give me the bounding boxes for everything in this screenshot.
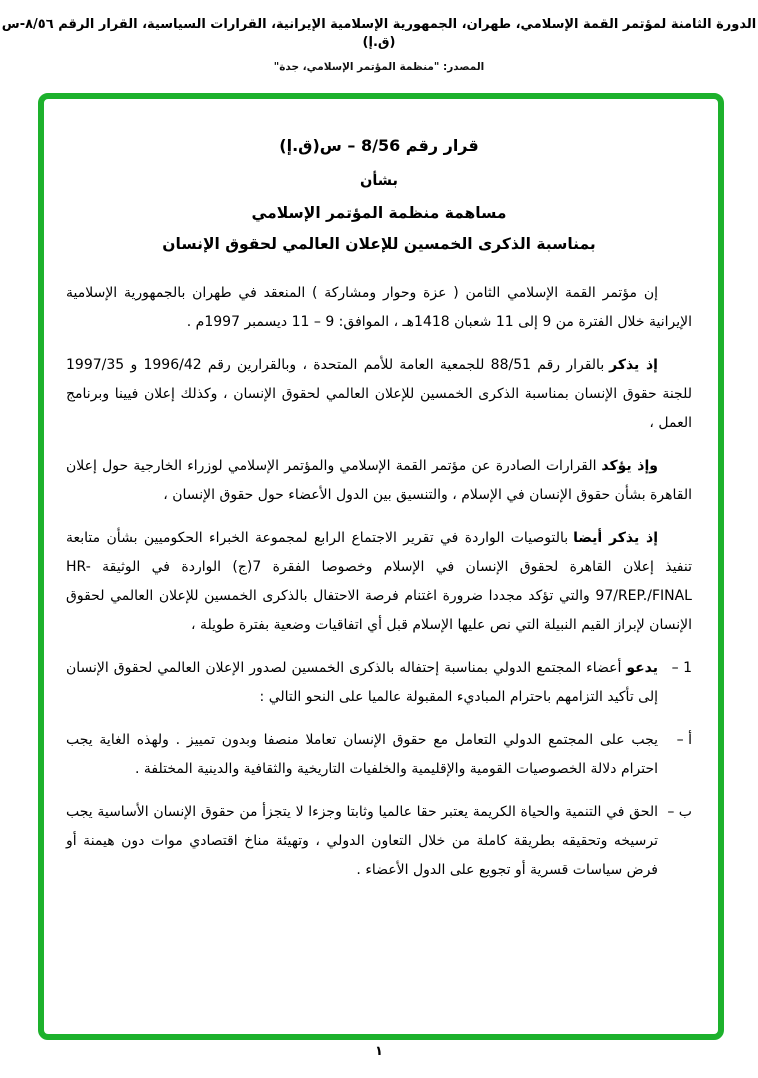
- title-regarding: بشأن: [359, 173, 399, 189]
- document-body: [44, 99, 718, 885]
- resolution-title: [66, 135, 692, 255]
- item-text: [66, 654, 658, 712]
- item-text-body: الحق في التنمية والحياة الكريمة يعتبر حقا عالميا وثابتا وجزءا لا يتجزأ من حقوق الإنسان الأساسية يجب ترسيخه وتحقيقه بطريقة كاملة من خلال التعاون الدولي ، وتهيئة مناخ اقتصادي موات دون هيمنة أو فرض سياسات قسرية أو تجويع على الدول الأعضاء .: [66, 804, 658, 878]
- item-text-body: أعضاء المجتمع الدولي بمناسبة إحتفاله بالذكرى الخمسين لصدور الإعلان العالمي لحقوق الإنسان إلى تأكيد التزامهم باحترام المباديء المقبولة عالميا على النحو التالي :: [66, 660, 658, 705]
- paragraph-text: بالتوصيات الواردة في تقرير الاجتماع الرابع لمجموعة الخبراء الحكوميين بشأن متابعة تنفيذ إعلان القاهرة لحقوق الإنسان في الإسلام وخصوصا الفقرة 7(ج) الواردة في الوثيقة HR-97/REP./FINAL والتي تؤكد مجددا ضرورة اغتنام فرصة الاحتفال بالذكرى الخمسين للإعلان العالمي لحقوق الإنسان لإبراز القيم النبيلة التي نص عليها الإسلام قبل أي اتفاقيات وضعية بفترة طويلة ،: [66, 530, 693, 633]
- item-text: [66, 798, 658, 885]
- page-border: [38, 93, 724, 1040]
- paragraph-lead: إذ يذكر أيضا: [573, 530, 658, 546]
- header-source-line: المصدر: "منظمة المؤتمر الإسلامي، جدة": [273, 61, 485, 73]
- header-citation-line: الدورة الثامنة لمؤتمر القمة الإسلامي، طهران، الجمهورية الإسلامية الإيرانية، القرارات السياسية، القرار الرقم ٨/٥٦-س (ق.إ): [1, 17, 757, 50]
- preamble-paragraph: [66, 279, 692, 337]
- paragraph-text: القرارات الصادرة عن مؤتمر القمة الإسلامي والمؤتمر الإسلامي لوزراء الخارجية حول إعلان القاهرة بشأن حقوق الإنسان في الإسلام ، والتنسيق بين الدول الأعضاء حول حقوق الإنسان ،: [66, 458, 692, 503]
- lettered-sub-item: [66, 726, 692, 784]
- item-text-body: يجب على المجتمع الدولي التعامل مع حقوق الإنسان تعاملا منصفا وبدون تمييز . ولهذه الغاية يجب احترام دلالة الخصوصيات القومية والإقليمية والخلفيات التاريخية والثقافية والدينية المختلفة .: [66, 732, 658, 777]
- paragraph-text: بالقرار رقم 88/51 للجمعية العامة للأمم المتحدة ، وبالقرارين رقم 1996/42 و 1997/35 للجنة حقوق الإنسان بمناسبة الذكرى الخمسين للإعلان العالمي لحقوق الإنسان ، وكذلك إعلان فيينا وبرنامج العمل ،: [66, 357, 692, 431]
- item-text: [66, 726, 658, 784]
- item-lead: يدعو: [626, 660, 658, 676]
- preamble-paragraph: [66, 524, 692, 640]
- preamble-paragraph: [66, 452, 692, 510]
- title-resolution-number: قرار رقم 8/56 – س(ق.إ): [279, 136, 479, 155]
- preamble-paragraph: [66, 351, 692, 438]
- item-marker: ب –: [667, 804, 692, 820]
- lettered-sub-item: [66, 798, 692, 885]
- preamble: [66, 279, 692, 640]
- item-marker: أ –: [676, 732, 692, 748]
- paragraph-lead: وإذ يؤكد: [601, 458, 658, 474]
- title-subject-line-2: بمناسبة الذكرى الخمسين للإعلان العالمي لحقوق الإنسان: [162, 235, 596, 253]
- numbered-item: [66, 654, 692, 712]
- document-header: [0, 16, 758, 73]
- paragraph-lead: إذ يذكر: [609, 357, 658, 373]
- page-number: ١: [375, 1044, 383, 1059]
- title-subject-line-1: مساهمة منظمة المؤتمر الإسلامي: [251, 204, 507, 222]
- item-marker: 1 –: [671, 660, 692, 676]
- operative-list: [66, 654, 692, 885]
- paragraph-text: إن مؤتمر القمة الإسلامي الثامن ( عزة وحوار ومشاركة ) المنعقد في طهران بالجمهورية الإسلامية الإيرانية خلال الفترة من 9 إلى 11 شعبان 1418هـ ، الموافق: 9 – 11 ديسمبر 1997م .: [66, 285, 692, 330]
